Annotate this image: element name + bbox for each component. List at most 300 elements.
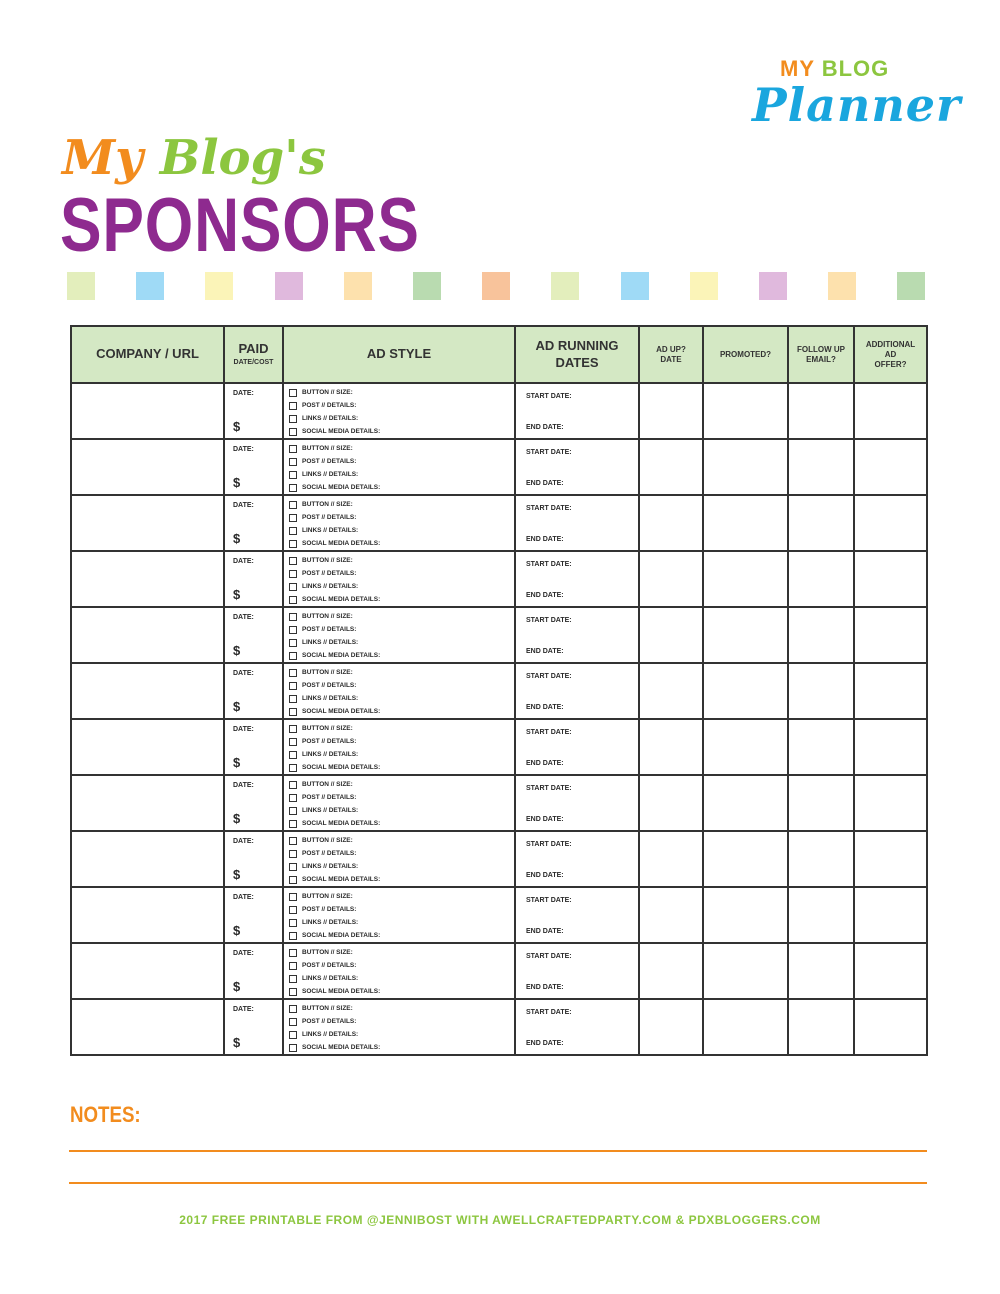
notes-line-2[interactable] bbox=[69, 1182, 927, 1184]
checkbox[interactable] bbox=[289, 781, 297, 789]
table-row bbox=[71, 775, 927, 831]
ad-style-option-label: POST // DETAILS: bbox=[302, 570, 357, 577]
title-blogs: Blog's bbox=[159, 130, 326, 186]
checkbox[interactable] bbox=[289, 695, 297, 703]
ad-style-option[interactable] bbox=[289, 722, 512, 735]
checkbox[interactable] bbox=[289, 738, 297, 746]
ad-style-options bbox=[289, 610, 512, 660]
follow-up-email-cell[interactable] bbox=[788, 439, 854, 495]
ad-up-date-cell[interactable] bbox=[639, 943, 703, 999]
ad-style-option-label: SOCIAL MEDIA DETAILS: bbox=[302, 596, 381, 603]
ad-style-option[interactable] bbox=[289, 791, 512, 804]
ad-style-option[interactable] bbox=[289, 386, 512, 399]
table-row bbox=[71, 495, 927, 551]
company-url-cell[interactable] bbox=[71, 383, 224, 439]
end-date-label: END DATE: bbox=[526, 648, 564, 655]
start-date-label: START DATE: bbox=[526, 729, 572, 736]
promoted-cell[interactable] bbox=[703, 663, 788, 719]
promoted-cell[interactable] bbox=[703, 943, 788, 999]
company-url-cell[interactable] bbox=[71, 943, 224, 999]
ad-up-date-cell[interactable] bbox=[639, 383, 703, 439]
company-url-cell[interactable] bbox=[71, 439, 224, 495]
paid-fields bbox=[225, 496, 282, 550]
ad-style-option[interactable] bbox=[289, 580, 512, 593]
color-swatch bbox=[621, 272, 649, 300]
paid-date-label: DATE: bbox=[233, 950, 254, 957]
ad-running-dates-cell[interactable] bbox=[515, 663, 639, 719]
paid-cell[interactable] bbox=[224, 439, 283, 495]
checkbox[interactable] bbox=[289, 415, 297, 423]
table-header-row bbox=[71, 326, 927, 383]
paid-cost-label: $ bbox=[233, 755, 241, 770]
ad-style-option[interactable] bbox=[289, 610, 512, 623]
paid-cell[interactable] bbox=[224, 495, 283, 551]
ad-style-option[interactable] bbox=[289, 679, 512, 692]
ad-style-option-label: LINKS // DETAILS: bbox=[302, 975, 359, 982]
start-date-label: START DATE: bbox=[526, 841, 572, 848]
ad-style-option[interactable] bbox=[289, 916, 512, 929]
ad-style-options bbox=[289, 778, 512, 828]
follow-up-email-cell[interactable] bbox=[788, 887, 854, 943]
ad-style-option-label: POST // DETAILS: bbox=[302, 626, 357, 633]
end-date-label: END DATE: bbox=[526, 536, 564, 543]
follow-up-email-cell[interactable] bbox=[788, 495, 854, 551]
ad-style-option[interactable] bbox=[289, 959, 512, 972]
checkbox[interactable] bbox=[289, 626, 297, 634]
ad-style-cell bbox=[283, 495, 515, 551]
promoted-cell[interactable] bbox=[703, 383, 788, 439]
paid-cell[interactable] bbox=[224, 383, 283, 439]
ad-style-option[interactable] bbox=[289, 593, 512, 606]
ad-style-option[interactable] bbox=[289, 1002, 512, 1015]
ad-running-dates-cell[interactable] bbox=[515, 495, 639, 551]
notes-line-1[interactable] bbox=[69, 1150, 927, 1152]
promoted-cell[interactable] bbox=[703, 887, 788, 943]
company-url-cell[interactable] bbox=[71, 831, 224, 887]
additional-ad-offer-cell[interactable] bbox=[854, 999, 927, 1055]
promoted-cell[interactable] bbox=[703, 551, 788, 607]
checkbox[interactable] bbox=[289, 514, 297, 522]
start-date-label: START DATE: bbox=[526, 393, 572, 400]
ad-style-option[interactable] bbox=[289, 455, 512, 468]
checkbox[interactable] bbox=[289, 682, 297, 690]
ad-style-option[interactable] bbox=[289, 860, 512, 873]
ad-style-option-label: POST // DETAILS: bbox=[302, 850, 357, 857]
company-url-cell[interactable] bbox=[71, 887, 224, 943]
company-url-cell[interactable] bbox=[71, 999, 224, 1055]
ad-up-date-cell[interactable] bbox=[639, 607, 703, 663]
ad-style-option-label: SOCIAL MEDIA DETAILS: bbox=[302, 540, 381, 547]
checkbox[interactable] bbox=[289, 893, 297, 901]
ad-up-date-cell[interactable] bbox=[639, 439, 703, 495]
ad-style-option[interactable] bbox=[289, 929, 512, 942]
ad-style-option-label: POST // DETAILS: bbox=[302, 962, 357, 969]
table-row bbox=[71, 887, 927, 943]
additional-ad-offer-cell[interactable] bbox=[854, 383, 927, 439]
color-swatch bbox=[759, 272, 787, 300]
paid-date-label: DATE: bbox=[233, 670, 254, 677]
ad-running-dates-cell[interactable] bbox=[515, 607, 639, 663]
ad-dates-fields bbox=[516, 888, 638, 942]
start-date-label: START DATE: bbox=[526, 449, 572, 456]
paid-cell[interactable] bbox=[224, 887, 283, 943]
additional-ad-offer-cell[interactable] bbox=[854, 551, 927, 607]
logo-blog: BLOG bbox=[821, 56, 890, 81]
end-date-label: END DATE: bbox=[526, 424, 564, 431]
company-url-cell[interactable] bbox=[71, 663, 224, 719]
checkbox[interactable] bbox=[289, 1031, 297, 1039]
company-url-cell[interactable] bbox=[71, 495, 224, 551]
ad-style-option[interactable] bbox=[289, 498, 512, 511]
checkbox[interactable] bbox=[289, 725, 297, 733]
ad-style-option[interactable] bbox=[289, 636, 512, 649]
ad-running-dates-cell[interactable] bbox=[515, 439, 639, 495]
start-date-label: START DATE: bbox=[526, 561, 572, 568]
checkbox[interactable] bbox=[289, 471, 297, 479]
checkbox[interactable] bbox=[289, 988, 297, 996]
ad-running-dates-cell[interactable] bbox=[515, 831, 639, 887]
paid-fields bbox=[225, 664, 282, 718]
checkbox[interactable] bbox=[289, 639, 297, 647]
title-sponsors: SPONSORS bbox=[60, 183, 420, 268]
ad-style-option-label: SOCIAL MEDIA DETAILS: bbox=[302, 932, 381, 939]
checkbox[interactable] bbox=[289, 501, 297, 509]
ad-style-option-label: BUTTON // SIZE: bbox=[302, 557, 353, 564]
ad-style-option[interactable] bbox=[289, 524, 512, 537]
checkbox[interactable] bbox=[289, 596, 297, 604]
ad-running-dates-cell[interactable] bbox=[515, 887, 639, 943]
ad-style-option-label: BUTTON // SIZE: bbox=[302, 501, 353, 508]
ad-style-option-label: BUTTON // SIZE: bbox=[302, 389, 353, 396]
paid-fields bbox=[225, 384, 282, 438]
follow-up-email-cell[interactable] bbox=[788, 775, 854, 831]
checkbox[interactable] bbox=[289, 458, 297, 466]
follow-up-email-cell[interactable] bbox=[788, 383, 854, 439]
ad-style-option[interactable] bbox=[289, 804, 512, 817]
ad-style-option-label: BUTTON // SIZE: bbox=[302, 837, 353, 844]
additional-ad-offer-cell[interactable] bbox=[854, 495, 927, 551]
ad-style-option[interactable] bbox=[289, 847, 512, 860]
additional-ad-offer-cell[interactable] bbox=[854, 663, 927, 719]
paid-cell[interactable] bbox=[224, 943, 283, 999]
end-date-label: END DATE: bbox=[526, 760, 564, 767]
paid-cost-label: $ bbox=[233, 531, 241, 546]
ad-running-dates-cell[interactable] bbox=[515, 719, 639, 775]
paid-cost-label: $ bbox=[233, 979, 241, 994]
ad-style-option[interactable] bbox=[289, 649, 512, 662]
ad-style-option-label: SOCIAL MEDIA DETAILS: bbox=[302, 876, 381, 883]
ad-dates-fields bbox=[516, 384, 638, 438]
paid-cell[interactable] bbox=[224, 831, 283, 887]
promoted-cell[interactable] bbox=[703, 719, 788, 775]
checkbox[interactable] bbox=[289, 445, 297, 453]
ad-style-cell bbox=[283, 607, 515, 663]
ad-style-option[interactable] bbox=[289, 468, 512, 481]
ad-running-dates-cell[interactable] bbox=[515, 383, 639, 439]
checkbox[interactable] bbox=[289, 484, 297, 492]
checkbox[interactable] bbox=[289, 820, 297, 828]
ad-style-option-label: SOCIAL MEDIA DETAILS: bbox=[302, 484, 381, 491]
promoted-cell[interactable] bbox=[703, 831, 788, 887]
header-company-url: COMPANY / URL bbox=[71, 326, 224, 383]
follow-up-email-cell[interactable] bbox=[788, 943, 854, 999]
ad-dates-fields bbox=[516, 720, 638, 774]
header-ad-up-date: AD UP? DATE bbox=[639, 326, 703, 383]
additional-ad-offer-cell[interactable] bbox=[854, 607, 927, 663]
ad-style-option[interactable] bbox=[289, 442, 512, 455]
paid-cost-label: $ bbox=[233, 643, 241, 658]
promoted-cell[interactable] bbox=[703, 439, 788, 495]
ad-dates-fields bbox=[516, 552, 638, 606]
company-url-cell[interactable] bbox=[71, 551, 224, 607]
checkbox[interactable] bbox=[289, 669, 297, 677]
ad-running-dates-cell[interactable] bbox=[515, 999, 639, 1055]
ad-running-dates-cell[interactable] bbox=[515, 943, 639, 999]
additional-ad-offer-cell[interactable] bbox=[854, 887, 927, 943]
paid-date-label: DATE: bbox=[233, 390, 254, 397]
color-swatch bbox=[136, 272, 164, 300]
additional-ad-offer-cell[interactable] bbox=[854, 719, 927, 775]
checkbox[interactable] bbox=[289, 919, 297, 927]
ad-style-option-label: LINKS // DETAILS: bbox=[302, 919, 359, 926]
ad-style-option[interactable] bbox=[289, 399, 512, 412]
ad-style-option-label: BUTTON // SIZE: bbox=[302, 445, 353, 452]
paid-cell[interactable] bbox=[224, 775, 283, 831]
ad-style-option[interactable] bbox=[289, 748, 512, 761]
ad-style-option-label: BUTTON // SIZE: bbox=[302, 893, 353, 900]
ad-running-dates-cell[interactable] bbox=[515, 551, 639, 607]
ad-style-option-label: POST // DETAILS: bbox=[302, 794, 357, 801]
checkbox[interactable] bbox=[289, 402, 297, 410]
ad-running-dates-cell[interactable] bbox=[515, 775, 639, 831]
start-date-label: START DATE: bbox=[526, 673, 572, 680]
ad-style-option-label: POST // DETAILS: bbox=[302, 1018, 357, 1025]
checkbox[interactable] bbox=[289, 751, 297, 759]
start-date-label: START DATE: bbox=[526, 617, 572, 624]
ad-style-option-label: LINKS // DETAILS: bbox=[302, 863, 359, 870]
promoted-cell[interactable] bbox=[703, 999, 788, 1055]
ad-style-option[interactable] bbox=[289, 778, 512, 791]
additional-ad-offer-cell[interactable] bbox=[854, 943, 927, 999]
ad-dates-fields bbox=[516, 496, 638, 550]
checkbox[interactable] bbox=[289, 1018, 297, 1026]
table-row bbox=[71, 663, 927, 719]
ad-style-option-label: LINKS // DETAILS: bbox=[302, 751, 359, 758]
ad-up-date-cell[interactable] bbox=[639, 831, 703, 887]
follow-up-email-cell[interactable] bbox=[788, 831, 854, 887]
ad-up-date-cell[interactable] bbox=[639, 551, 703, 607]
ad-style-options bbox=[289, 498, 512, 548]
ad-style-option[interactable] bbox=[289, 985, 512, 998]
paid-cell[interactable] bbox=[224, 607, 283, 663]
ad-style-option[interactable] bbox=[289, 666, 512, 679]
checkbox[interactable] bbox=[289, 613, 297, 621]
color-swatch bbox=[67, 272, 95, 300]
ad-style-option-label: POST // DETAILS: bbox=[302, 682, 357, 689]
color-swatch bbox=[690, 272, 718, 300]
ad-style-option-label: BUTTON // SIZE: bbox=[302, 613, 353, 620]
checkbox[interactable] bbox=[289, 850, 297, 858]
ad-style-option[interactable] bbox=[289, 873, 512, 886]
ad-style-option[interactable] bbox=[289, 817, 512, 830]
table-row bbox=[71, 439, 927, 495]
follow-up-email-cell[interactable] bbox=[788, 551, 854, 607]
end-date-label: END DATE: bbox=[526, 592, 564, 599]
paid-fields bbox=[225, 440, 282, 494]
checkbox[interactable] bbox=[289, 708, 297, 716]
title-my: My bbox=[62, 130, 144, 186]
ad-dates-fields bbox=[516, 776, 638, 830]
follow-up-email-cell[interactable] bbox=[788, 719, 854, 775]
ad-style-option[interactable] bbox=[289, 761, 512, 774]
ad-style-option-label: LINKS // DETAILS: bbox=[302, 415, 359, 422]
ad-style-cell bbox=[283, 775, 515, 831]
company-url-cell[interactable] bbox=[71, 719, 224, 775]
checkbox[interactable] bbox=[289, 570, 297, 578]
ad-style-option-label: LINKS // DETAILS: bbox=[302, 1031, 359, 1038]
table-row bbox=[71, 831, 927, 887]
paid-fields bbox=[225, 608, 282, 662]
footer-credit: 2017 FREE PRINTABLE FROM @JENNIBOST WITH AWELLCRAFTEDPARTY.COM & PDXBLOGGERS.COM bbox=[179, 1213, 821, 1227]
ad-style-option[interactable] bbox=[289, 946, 512, 959]
checkbox[interactable] bbox=[289, 764, 297, 772]
ad-style-option[interactable] bbox=[289, 972, 512, 985]
ad-style-option[interactable] bbox=[289, 890, 512, 903]
checkbox[interactable] bbox=[289, 932, 297, 940]
ad-style-option[interactable] bbox=[289, 735, 512, 748]
paid-fields bbox=[225, 720, 282, 774]
paid-cell[interactable] bbox=[224, 719, 283, 775]
checkbox[interactable] bbox=[289, 540, 297, 548]
ad-style-option[interactable] bbox=[289, 692, 512, 705]
ad-style-option-label: SOCIAL MEDIA DETAILS: bbox=[302, 988, 381, 995]
paid-date-label: DATE: bbox=[233, 838, 254, 845]
checkbox[interactable] bbox=[289, 583, 297, 591]
paid-cost-label: $ bbox=[233, 811, 241, 826]
paid-cell[interactable] bbox=[224, 999, 283, 1055]
ad-style-cell bbox=[283, 439, 515, 495]
end-date-label: END DATE: bbox=[526, 928, 564, 935]
ad-style-options bbox=[289, 666, 512, 716]
checkbox[interactable] bbox=[289, 652, 297, 660]
checkbox[interactable] bbox=[289, 389, 297, 397]
paid-date-label: DATE: bbox=[233, 1006, 254, 1013]
ad-style-option[interactable] bbox=[289, 834, 512, 847]
ad-style-option-label: LINKS // DETAILS: bbox=[302, 583, 359, 590]
end-date-label: END DATE: bbox=[526, 816, 564, 823]
ad-up-date-cell[interactable] bbox=[639, 999, 703, 1055]
paid-date-label: DATE: bbox=[233, 726, 254, 733]
ad-style-option[interactable] bbox=[289, 623, 512, 636]
header-ad-style: AD STYLE bbox=[283, 326, 515, 383]
checkbox[interactable] bbox=[289, 863, 297, 871]
additional-ad-offer-cell[interactable] bbox=[854, 439, 927, 495]
promoted-cell[interactable] bbox=[703, 607, 788, 663]
company-url-cell[interactable] bbox=[71, 607, 224, 663]
checkbox[interactable] bbox=[289, 1005, 297, 1013]
start-date-label: START DATE: bbox=[526, 1009, 572, 1016]
checkbox[interactable] bbox=[289, 876, 297, 884]
ad-dates-fields bbox=[516, 832, 638, 886]
ad-style-option-label: BUTTON // SIZE: bbox=[302, 781, 353, 788]
ad-style-option[interactable] bbox=[289, 1028, 512, 1041]
checkbox[interactable] bbox=[289, 975, 297, 983]
ad-style-option[interactable] bbox=[289, 903, 512, 916]
checkbox[interactable] bbox=[289, 428, 297, 436]
color-swatch bbox=[413, 272, 441, 300]
ad-style-option[interactable] bbox=[289, 511, 512, 524]
promoted-cell[interactable] bbox=[703, 775, 788, 831]
checkbox[interactable] bbox=[289, 1044, 297, 1052]
ad-style-option[interactable] bbox=[289, 705, 512, 718]
ad-style-option-label: BUTTON // SIZE: bbox=[302, 669, 353, 676]
checkbox[interactable] bbox=[289, 837, 297, 845]
ad-up-date-cell[interactable] bbox=[639, 495, 703, 551]
color-swatch bbox=[897, 272, 925, 300]
ad-style-option-label: LINKS // DETAILS: bbox=[302, 695, 359, 702]
ad-style-cell bbox=[283, 831, 515, 887]
header-paid: PAID DATE/COST bbox=[224, 326, 283, 383]
checkbox[interactable] bbox=[289, 794, 297, 802]
checkbox[interactable] bbox=[289, 949, 297, 957]
checkbox[interactable] bbox=[289, 807, 297, 815]
paid-cell[interactable] bbox=[224, 663, 283, 719]
follow-up-email-cell[interactable] bbox=[788, 607, 854, 663]
company-url-cell[interactable] bbox=[71, 775, 224, 831]
color-swatch bbox=[551, 272, 579, 300]
checkbox[interactable] bbox=[289, 962, 297, 970]
ad-up-date-cell[interactable] bbox=[639, 775, 703, 831]
follow-up-email-cell[interactable] bbox=[788, 663, 854, 719]
ad-style-option[interactable] bbox=[289, 425, 512, 438]
ad-style-option[interactable] bbox=[289, 554, 512, 567]
checkbox[interactable] bbox=[289, 906, 297, 914]
page-title bbox=[60, 130, 460, 270]
table-row bbox=[71, 383, 927, 439]
ad-style-options bbox=[289, 386, 512, 436]
ad-style-option[interactable] bbox=[289, 1015, 512, 1028]
ad-up-date-cell[interactable] bbox=[639, 663, 703, 719]
paid-fields bbox=[225, 776, 282, 830]
ad-up-date-cell[interactable] bbox=[639, 719, 703, 775]
ad-up-date-cell[interactable] bbox=[639, 887, 703, 943]
checkbox[interactable] bbox=[289, 527, 297, 535]
follow-up-email-cell[interactable] bbox=[788, 999, 854, 1055]
ad-style-option-label: LINKS // DETAILS: bbox=[302, 527, 359, 534]
ad-style-option-label: SOCIAL MEDIA DETAILS: bbox=[302, 820, 381, 827]
ad-style-options bbox=[289, 1002, 512, 1052]
table-row bbox=[71, 719, 927, 775]
ad-style-option[interactable] bbox=[289, 481, 512, 494]
checkbox[interactable] bbox=[289, 557, 297, 565]
ad-style-option[interactable] bbox=[289, 412, 512, 425]
paid-cell[interactable] bbox=[224, 551, 283, 607]
start-date-label: START DATE: bbox=[526, 785, 572, 792]
ad-style-option[interactable] bbox=[289, 1041, 512, 1054]
header-promoted: PROMOTED? bbox=[703, 326, 788, 383]
additional-ad-offer-cell[interactable] bbox=[854, 775, 927, 831]
ad-style-cell bbox=[283, 719, 515, 775]
start-date-label: START DATE: bbox=[526, 505, 572, 512]
ad-style-option[interactable] bbox=[289, 537, 512, 550]
table-row bbox=[71, 999, 927, 1055]
ad-style-cell bbox=[283, 999, 515, 1055]
ad-style-option[interactable] bbox=[289, 567, 512, 580]
promoted-cell[interactable] bbox=[703, 495, 788, 551]
additional-ad-offer-cell[interactable] bbox=[854, 831, 927, 887]
paid-fields bbox=[225, 944, 282, 998]
ad-style-option-label: BUTTON // SIZE: bbox=[302, 725, 353, 732]
